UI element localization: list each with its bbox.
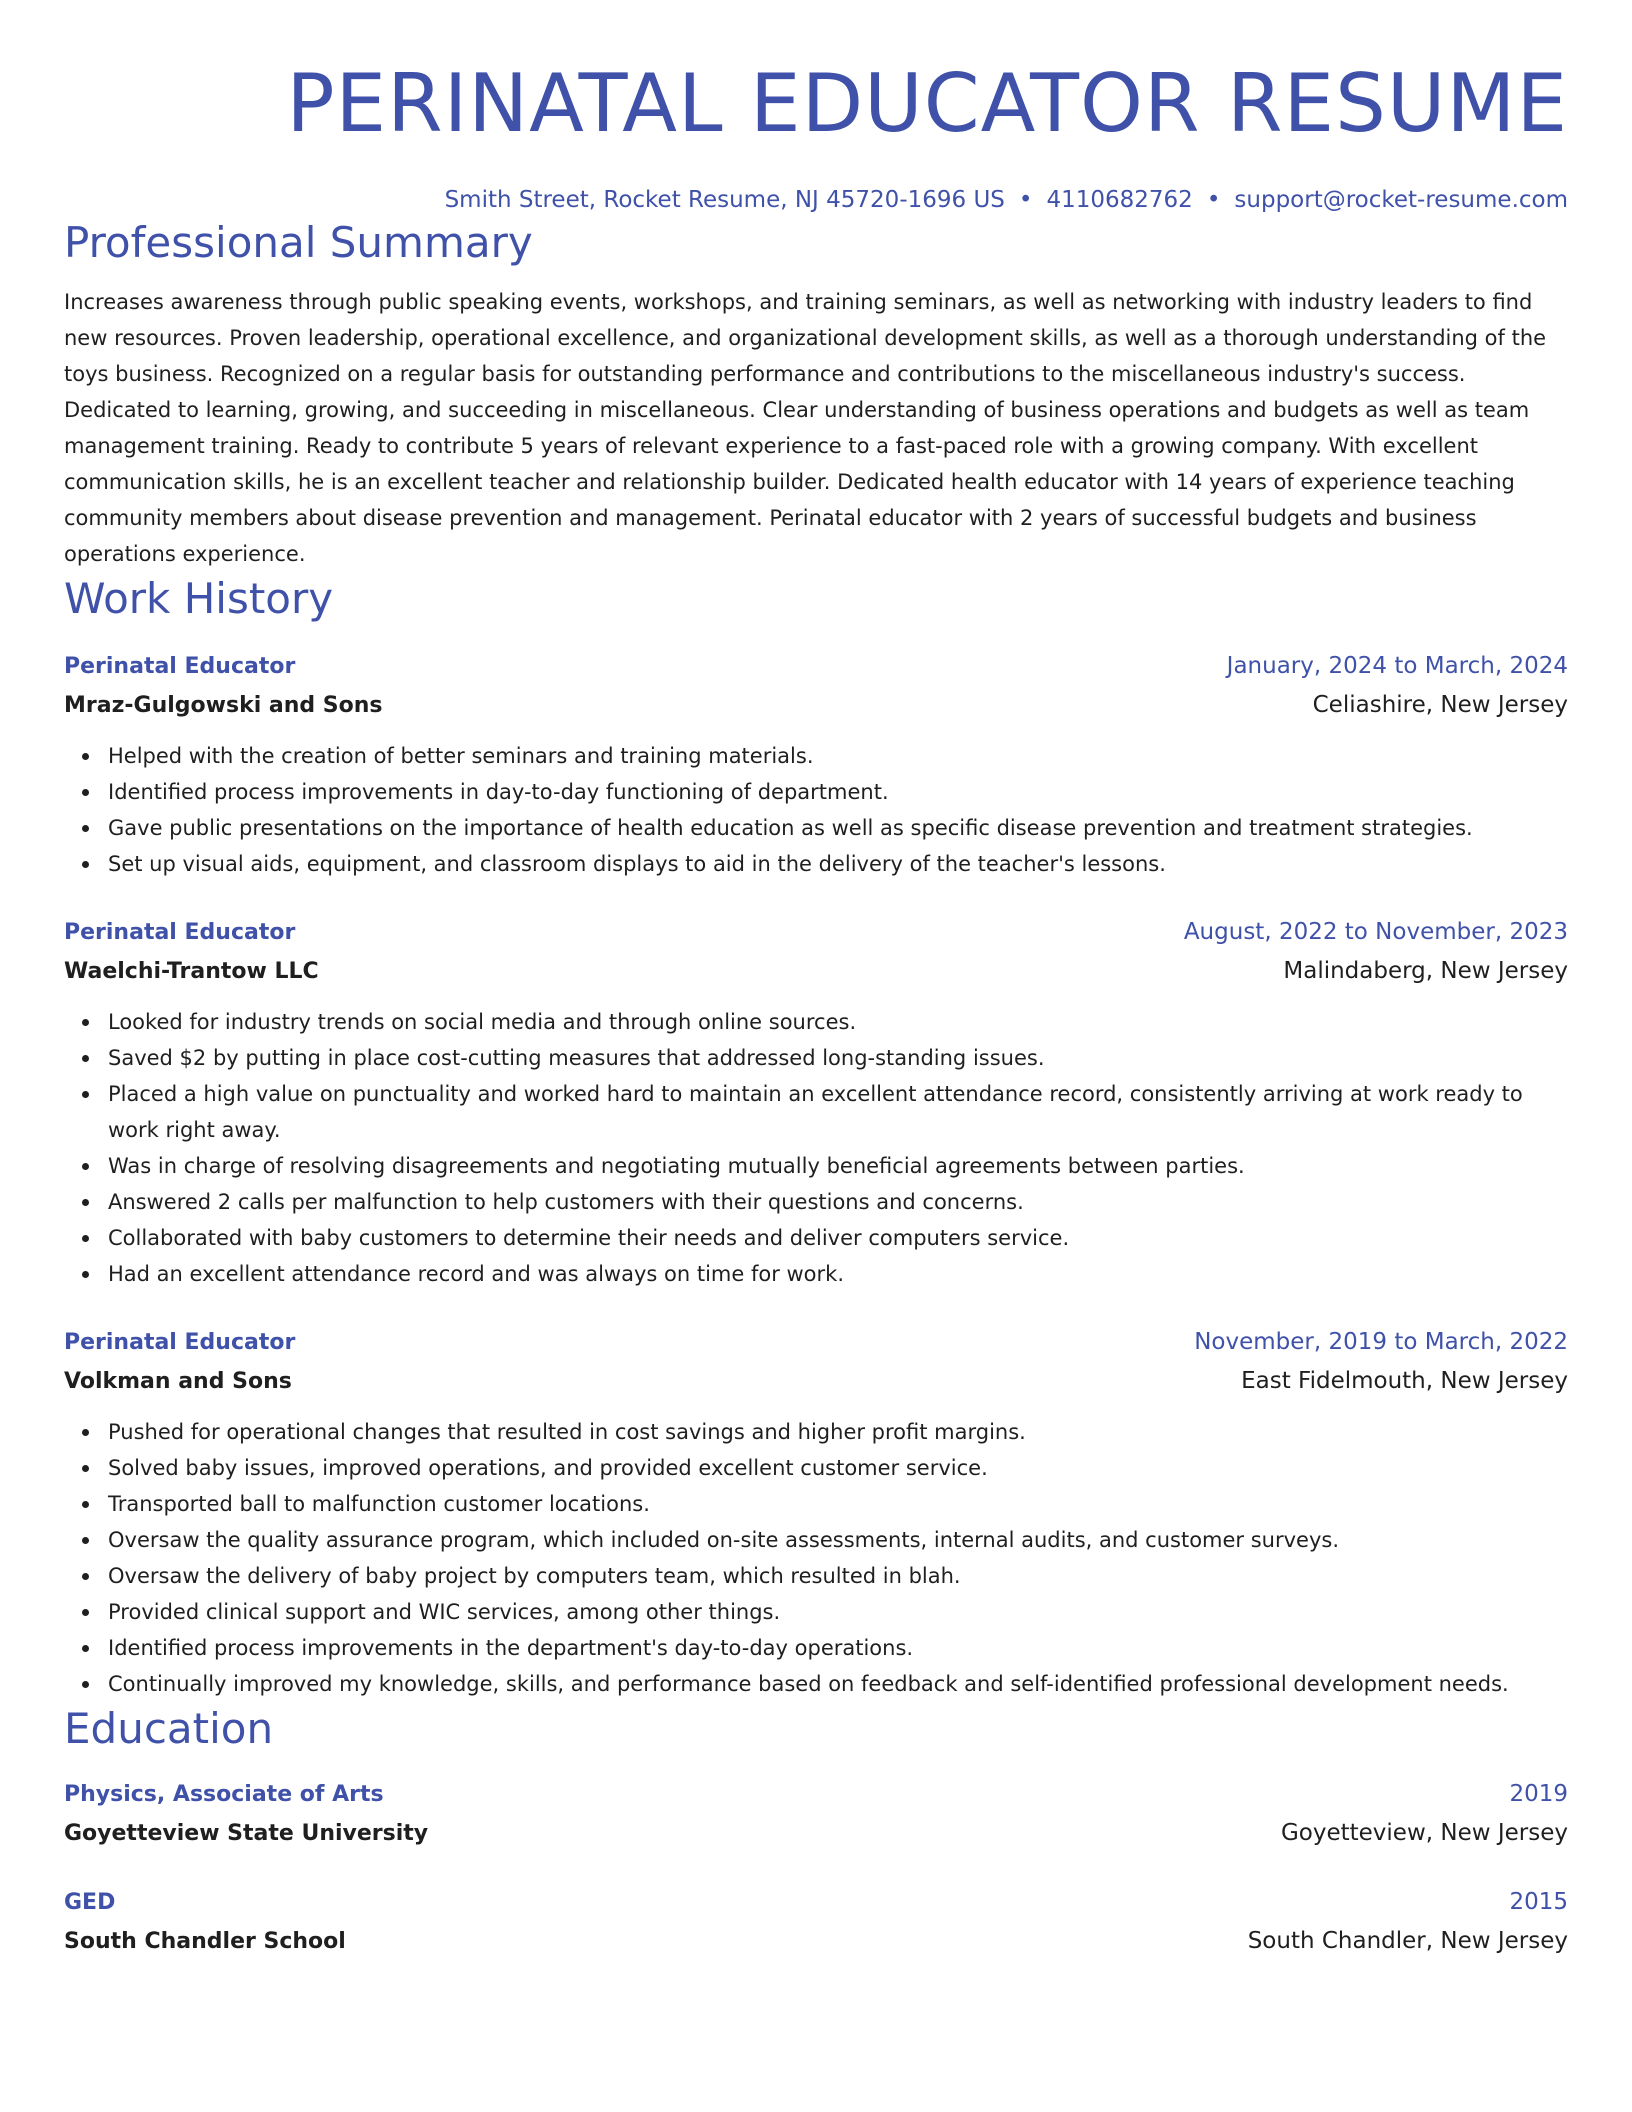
contact-separator: •: [1018, 187, 1033, 213]
contact-line: [64, 184, 1568, 216]
job-title: Perinatal Educator: [64, 654, 296, 679]
contact-phone: 4110682762: [1046, 187, 1193, 213]
graduation-year: 2019: [1509, 1781, 1568, 1807]
job-title: Perinatal Educator: [64, 920, 296, 945]
job-dates: August, 2022 to November, 2023: [1183, 919, 1568, 945]
list-item: Oversaw the delivery of baby project by computers team, which resulted in blah.: [108, 1558, 1568, 1594]
company-name: Volkman and Sons: [64, 1369, 292, 1394]
list-item: Pushed for operational changes that resulted in cost savings and higher profit margins.: [108, 1414, 1568, 1450]
list-item: Solved baby issues, improved operations, and provided excellent customer service.: [108, 1450, 1568, 1486]
education-entry: [64, 1776, 1568, 1854]
list-item: Had an excellent attendance record and was always on time for work.: [108, 1256, 1568, 1292]
job-location: Celiashire, New Jersey: [1312, 692, 1568, 718]
degree-name: GED: [64, 1890, 116, 1915]
list-item: Oversaw the quality assurance program, which included on-site assessments, internal audits, and customer surveys.: [108, 1522, 1568, 1558]
list-item: Provided clinical support and WIC services, among other things.: [108, 1594, 1568, 1630]
summary-text: Increases awareness through public speaking events, workshops, and training seminars, as well as networking with industry leaders to find new resources. Proven leadership, operational excellence, and organizational development skills, as well as a thorough understanding of the toys business. Recognized on a regular basis for outstanding performance and contributions to the miscellaneous industry's success. Dedicated to learning, growing, and succeeding in miscellaneous. Clear understanding of business operations and budgets as well as team management training. Ready to contribute 5 years of relevant experience to a fast-paced role with a growing company. With excellent communication skills, he is an excellent teacher and relationship builder. Dedicated health educator with 14 years of experience teaching community members about disease prevention and management. Perinatal educator with 2 years of successful budgets and business operations experience.: [64, 290, 1547, 566]
job-bullets: [64, 738, 1568, 882]
list-item: Identified process improvements in the department's day-to-day operations.: [108, 1630, 1568, 1666]
job-entry: [64, 648, 1568, 882]
job-dates: January, 2024 to March, 2024: [1226, 653, 1568, 679]
job-location: East Fidelmouth, New Jersey: [1241, 1368, 1568, 1394]
list-item: Saved $2 by putting in place cost-cutting measures that addressed long-standing issues.: [108, 1040, 1568, 1076]
school-location: South Chandler, New Jersey: [1247, 1928, 1568, 1954]
education-heading: Education: [64, 1704, 274, 1753]
job-bullets: [64, 1414, 1568, 1702]
job-entry: [64, 914, 1568, 1292]
job-entry: [64, 1324, 1568, 1702]
company-name: Mraz-Gulgowski and Sons: [64, 693, 383, 718]
list-item: Set up visual aids, equipment, and classroom displays to aid in the delivery of the teacher's lessons.: [108, 846, 1568, 882]
list-item: Transported ball to malfunction customer locations.: [108, 1486, 1568, 1522]
job-bullets: [64, 1004, 1568, 1292]
school-location: Goyetteview, New Jersey: [1280, 1820, 1568, 1846]
list-item: Looked for industry trends on social media and through online sources.: [108, 1004, 1568, 1040]
list-item: Was in charge of resolving disagreements and negotiating mutually beneficial agreements between parties.: [108, 1148, 1568, 1184]
contact-separator: •: [1206, 187, 1221, 213]
school-name: Goyetteview State University: [64, 1821, 429, 1846]
job-dates: November, 2019 to March, 2022: [1194, 1329, 1568, 1355]
list-item: Continually improved my knowledge, skills, and performance based on feedback and self-identified professional development needs.: [108, 1666, 1568, 1702]
company-name: Waelchi-Trantow LLC: [64, 959, 319, 984]
list-item: Collaborated with baby customers to determine their needs and deliver computers service.: [108, 1220, 1568, 1256]
resume-page: [64, 0, 1568, 1962]
contact-email: support@rocket-resume.com: [1234, 187, 1568, 213]
list-item: Identified process improvements in day-to-day functioning of department.: [108, 774, 1568, 810]
list-item: Answered 2 calls per malfunction to help customers with their questions and concerns.: [108, 1184, 1568, 1220]
summary-heading: Professional Summary: [64, 218, 533, 267]
work-history-heading: Work History: [64, 574, 334, 623]
list-item: Gave public presentations on the importance of health education as well as specific disease prevention and treatment strategies.: [108, 810, 1568, 846]
school-name: South Chandler School: [64, 1929, 346, 1954]
contact-address: Smith Street, Rocket Resume, NJ 45720-1696 US: [444, 187, 1005, 213]
professional-summary-section: [64, 216, 1568, 572]
resume-title: PERINATAL EDUCATOR RESUME: [286, 57, 1568, 150]
graduation-year: 2015: [1509, 1889, 1568, 1915]
education-section: [64, 1702, 1568, 1962]
list-item: Placed a high value on punctuality and worked hard to maintain an excellent attendance record, consistently arriving at work ready to work right away.: [108, 1076, 1568, 1148]
job-title: Perinatal Educator: [64, 1330, 296, 1355]
list-item: Helped with the creation of better seminars and training materials.: [108, 738, 1568, 774]
work-history-section: [64, 572, 1568, 1702]
degree-name: Physics, Associate of Arts: [64, 1782, 384, 1807]
job-location: Malindaberg, New Jersey: [1283, 958, 1568, 984]
education-entry: [64, 1884, 1568, 1962]
